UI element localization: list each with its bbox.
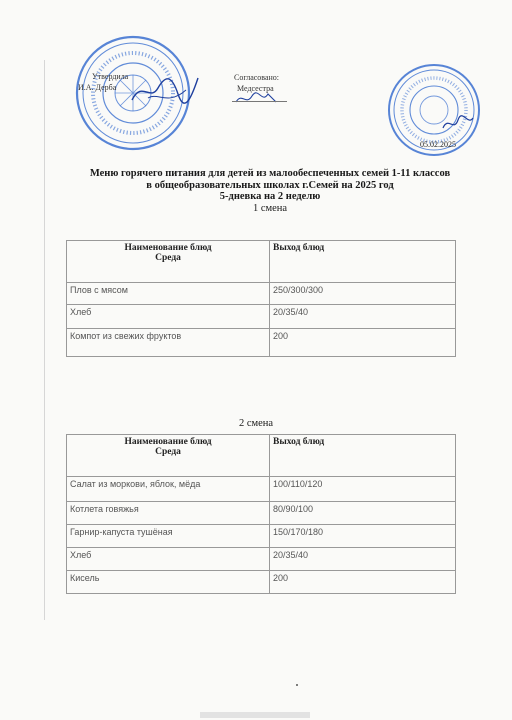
output-cell: 80/90/100 <box>270 502 456 525</box>
signature-line <box>232 101 287 102</box>
scan-edge-line <box>44 60 45 620</box>
table-header-row <box>67 435 456 477</box>
header-dish-label: Наименование блюд <box>124 437 212 447</box>
dish-cell: Хлеб <box>67 548 270 571</box>
shift-1-label: 1 смена <box>252 202 288 214</box>
table-header-row <box>67 241 456 283</box>
header-day-label: Среда <box>155 447 181 457</box>
dish-cell: Салат из моркови, яблок, мёда <box>67 477 270 502</box>
output-cell: 20/35/40 <box>270 548 456 571</box>
header-output: Выход блюд <box>270 241 456 283</box>
title-line-2: в общеобразовательных школах г.Семей на 2025 год <box>146 179 394 191</box>
header-output: Выход блюд <box>270 435 456 477</box>
document-date: 05.02.2025 <box>420 140 456 149</box>
agreed-label: Согласовано: <box>234 73 280 82</box>
table-row <box>67 283 456 305</box>
dish-cell: Котлета говяжья <box>67 502 270 525</box>
output-cell: 100/110/120 <box>270 477 456 502</box>
header-dish-name <box>67 241 270 283</box>
signature-icon <box>440 112 476 134</box>
menu-table-shift-1 <box>66 240 456 357</box>
dish-cell: Хлеб <box>67 305 270 329</box>
output-cell: 250/300/300 <box>270 283 456 305</box>
table-row <box>67 525 456 548</box>
scan-smudge <box>200 712 310 718</box>
table-row <box>67 477 456 502</box>
table-row <box>67 548 456 571</box>
output-cell: 150/170/180 <box>270 525 456 548</box>
document-title <box>60 168 480 214</box>
dish-cell: Компот из свежих фруктов <box>67 329 270 357</box>
title-line-1: Меню горячего питания для детей из малообеспеченных семей 1-11 классов <box>89 168 451 179</box>
agreed-role: Медсестра <box>237 84 274 93</box>
table-row <box>67 329 456 357</box>
dish-cell: Кисель <box>67 571 270 594</box>
dish-cell: Плов с мясом <box>67 283 270 305</box>
shift-2-label: 2 смена <box>238 418 274 429</box>
scan-speck <box>296 684 298 686</box>
table-row <box>67 305 456 329</box>
output-cell: 200 <box>270 571 456 594</box>
approved-name: И.А. Дерба <box>78 83 117 92</box>
title-line-3: 5-дневка на 2 неделю <box>219 191 321 202</box>
header-dish-name <box>67 435 270 477</box>
table-row <box>67 571 456 594</box>
header-dish-label: Наименование блюд <box>124 243 212 253</box>
dish-cell: Гарнир-капуста тушёная <box>67 525 270 548</box>
output-cell: 20/35/40 <box>270 305 456 329</box>
output-cell: 200 <box>270 329 456 357</box>
header-day-label: Среда <box>155 253 181 263</box>
menu-table-shift-2 <box>66 434 456 594</box>
table-row <box>67 502 456 525</box>
signature-icon <box>128 72 200 110</box>
approved-label: Утвердила <box>92 72 129 81</box>
